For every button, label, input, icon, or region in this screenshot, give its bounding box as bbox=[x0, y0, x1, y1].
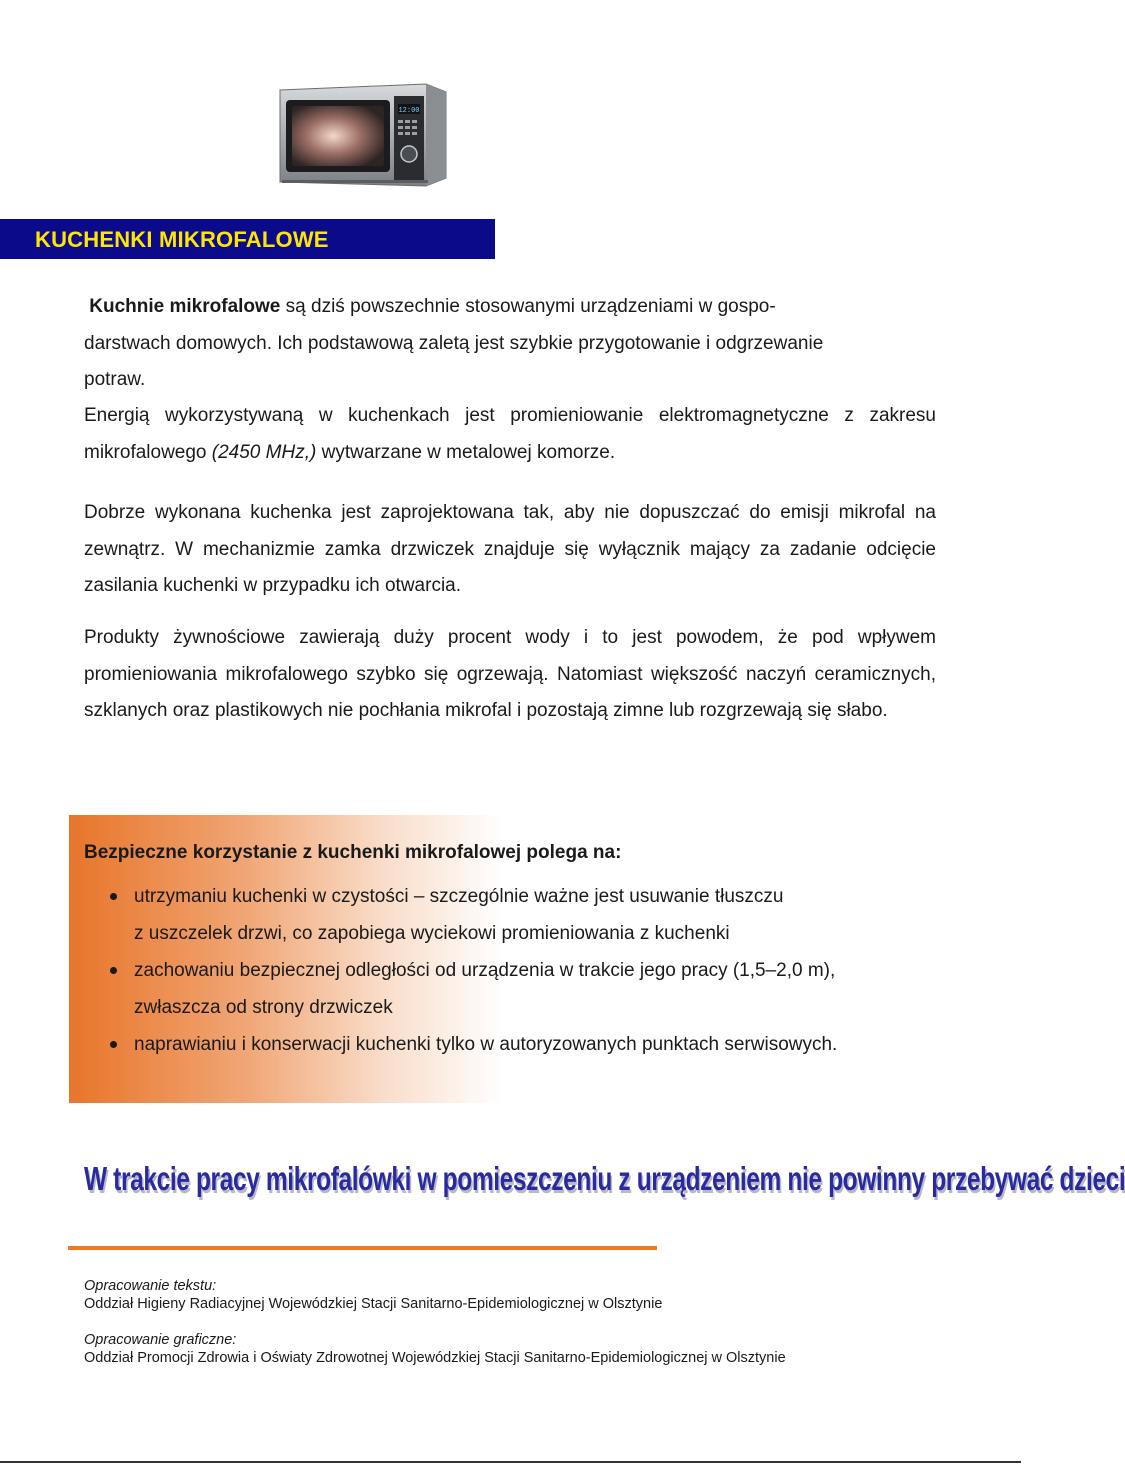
door-paragraph: Dobrze wykonana kuchenka jest zaprojektowana tak, aby nie dopuszczać do emisji mikrofal na zewnątrz. W mechanizmie zamka drzwiczek znajduje się wyłącznik mający za zadanie odcięcie zasilania kuchenki w przypadku ich otwarcia. bbox=[84, 502, 936, 596]
bullet-icon bbox=[110, 893, 117, 900]
energy-paragraph bbox=[84, 398, 936, 471]
intro-line-3: potraw. bbox=[84, 369, 146, 390]
energy-frequency: (2450 MHz,) bbox=[211, 441, 317, 463]
intro-line-1-rest: są dziś powszechnie stosowanymi urządzeniami w gospo- bbox=[280, 296, 776, 317]
safety-item-line: zachowaniu bezpiecznej odległości od urządzenia w trakcie jego pracy (1,5–2,0 m), bbox=[134, 960, 836, 981]
credit-graphic-label: Opracowanie graficzne: bbox=[84, 1332, 237, 1348]
children-warning: W trakcie pracy mikrofalówki w pomieszczeniu z urządzeniem nie powinny przebywać dzieci bbox=[84, 1160, 1125, 1197]
microwave-display: 12:00 bbox=[398, 107, 420, 115]
title-bar bbox=[0, 219, 495, 259]
intro-bold-term: Kuchnie mikrofalowe bbox=[89, 296, 281, 317]
safety-heading: Bezpieczne korzystanie z kuchenki mikrofalowej polega na: bbox=[84, 842, 622, 863]
credit-graphic-org: Oddział Promocji Zdrowia i Oświaty Zdrowotnej Wojewódzkiej Stacji Sanitarno-Epidemiologicznej w Olsztynie bbox=[84, 1350, 786, 1366]
energy-text-b: wytwarzane w metalowej komorze. bbox=[316, 441, 616, 463]
food-paragraph: Produkty żywnościowe zawierają duży procent wody i to jest powodem, że pod wpływem promieniowania mikrofalowego szybko się ogrzewają. Natomiast większość naczyń ceramicznych, szklanych oraz plastikowych nie pochłania mikrofal i pozostają zimne lub rozgrzewają się słabo. bbox=[84, 627, 936, 721]
page-title: KUCHENKI MIKROFALOWE bbox=[35, 227, 329, 252]
intro-line-2: darstwach domowych. Ich podstawową zaletą jest szybkie przygotowanie i odgrzewanie bbox=[84, 332, 824, 354]
page-bottom-rule bbox=[0, 1461, 1021, 1463]
safety-item-line: utrzymaniu kuchenki w czystości – szczególnie ważne jest usuwanie tłuszczu bbox=[134, 886, 784, 907]
safety-item-line: z uszczelek drzwi, co zapobiega wyciekowi promieniowania z kuchenki bbox=[134, 923, 730, 944]
safety-item bbox=[134, 1026, 934, 1063]
safety-item bbox=[134, 878, 934, 952]
microwave-image bbox=[276, 82, 448, 190]
safety-item-line: naprawianiu i konserwacji kuchenki tylko w autoryzowanych punktach serwisowych. bbox=[134, 1034, 838, 1055]
credit-text-org: Oddział Higieny Radiacyjnej Wojewódzkiej Stacji Sanitarno-Epidemiologicznej w Olsztynie bbox=[84, 1296, 663, 1312]
bullet-icon bbox=[110, 1041, 117, 1048]
intro-line-1 bbox=[84, 289, 936, 326]
intro-paragraph bbox=[84, 289, 936, 399]
credit-text-label: Opracowanie tekstu: bbox=[84, 1278, 217, 1294]
safety-item bbox=[134, 952, 934, 1026]
orange-divider bbox=[68, 1246, 657, 1250]
safety-list bbox=[134, 878, 934, 1063]
safety-item-line: zwłaszcza od strony drzwiczek bbox=[134, 997, 393, 1018]
bullet-icon bbox=[110, 967, 117, 974]
energy-text-a: Energią wykorzystywaną w kuchenkach jest promieniowanie elektromagnetyczne z zakresu mikrofalowego bbox=[84, 405, 936, 463]
